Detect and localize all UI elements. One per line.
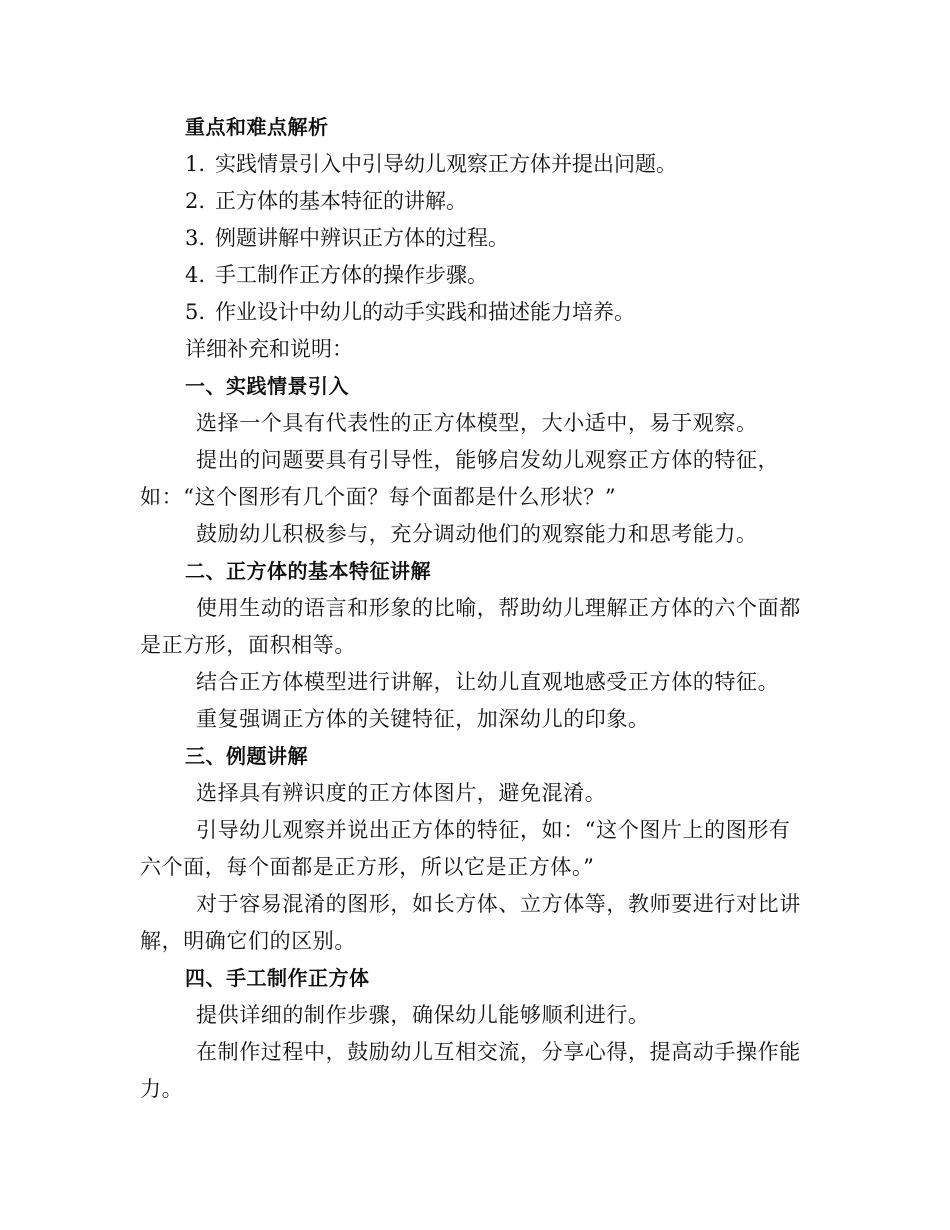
section-heading: 一、实践情景引入 [185,374,349,398]
section-heading: 四、手工制作正方体 [185,966,370,990]
paragraph: 对于容易混淆的图形，如长方体、立方体等，教师要进行对比讲解，明确它们的区别。 [140,892,801,953]
list-text: 例题讲解中辨识正方体的过程。 [215,226,509,250]
paragraph: 鼓励幼儿积极参与，充分调动他们的观察能力和思考能力。 [196,522,758,546]
list-text: 正方体的基本特征的讲解。 [215,189,467,213]
paragraph: 重复强调正方体的关键特征，加深幼儿的印象。 [196,707,650,731]
list-text: 实践情景引入中引导幼儿观察正方体并提出问题。 [215,152,677,176]
paragraph: 选择具有辨识度的正方体图片，避免混淆。 [196,781,607,805]
paragraph: 选择一个具有代表性的正方体模型，大小适中，易于观察。 [196,411,758,435]
list-number: 2. [185,189,206,213]
paragraph: 引导幼儿观察并说出正方体的特征，如：“这个图片上的图形有六个面，每个面都是正方形，所以它是正方体。” [140,818,791,879]
document-title: 重点和难点解析 [185,115,329,139]
supplement-label: 详细补充和说明： [185,337,353,361]
list-item [140,146,810,183]
list-text: 作业设计中幼儿的动手实践和描述能力培养。 [215,300,635,324]
section-heading: 三、例题讲解 [185,744,308,768]
list-item [140,220,810,257]
list-number: 5. [185,300,206,324]
list-item [140,183,810,220]
list-text: 手工制作正方体的操作步骤。 [215,263,488,287]
list-number: 1. [185,152,206,176]
paragraph: 使用生动的语言和形象的比喻，帮助幼儿理解正方体的六个面都是正方形，面积相等。 [140,596,801,657]
paragraph: 结合正方体模型进行讲解，让幼儿直观地感受正方体的特征。 [196,670,780,694]
section-heading: 二、正方体的基本特征讲解 [185,559,431,583]
list-number: 3. [185,226,206,250]
paragraph: 在制作过程中，鼓励幼儿互相交流，分享心得，提高动手操作能力。 [140,1040,801,1101]
document-body [140,109,810,1108]
key-points-list [140,146,810,331]
paragraph: 提供详细的制作步骤，确保幼儿能够顺利进行。 [196,1003,650,1027]
list-item [140,294,810,331]
list-number: 4. [185,263,206,287]
paragraph: 提出的问题要具有引导性，能够启发幼儿观察正方体的特征，如：“这个图形有几个面？每个面都是什么形状？” [140,448,780,509]
list-item [140,257,810,294]
